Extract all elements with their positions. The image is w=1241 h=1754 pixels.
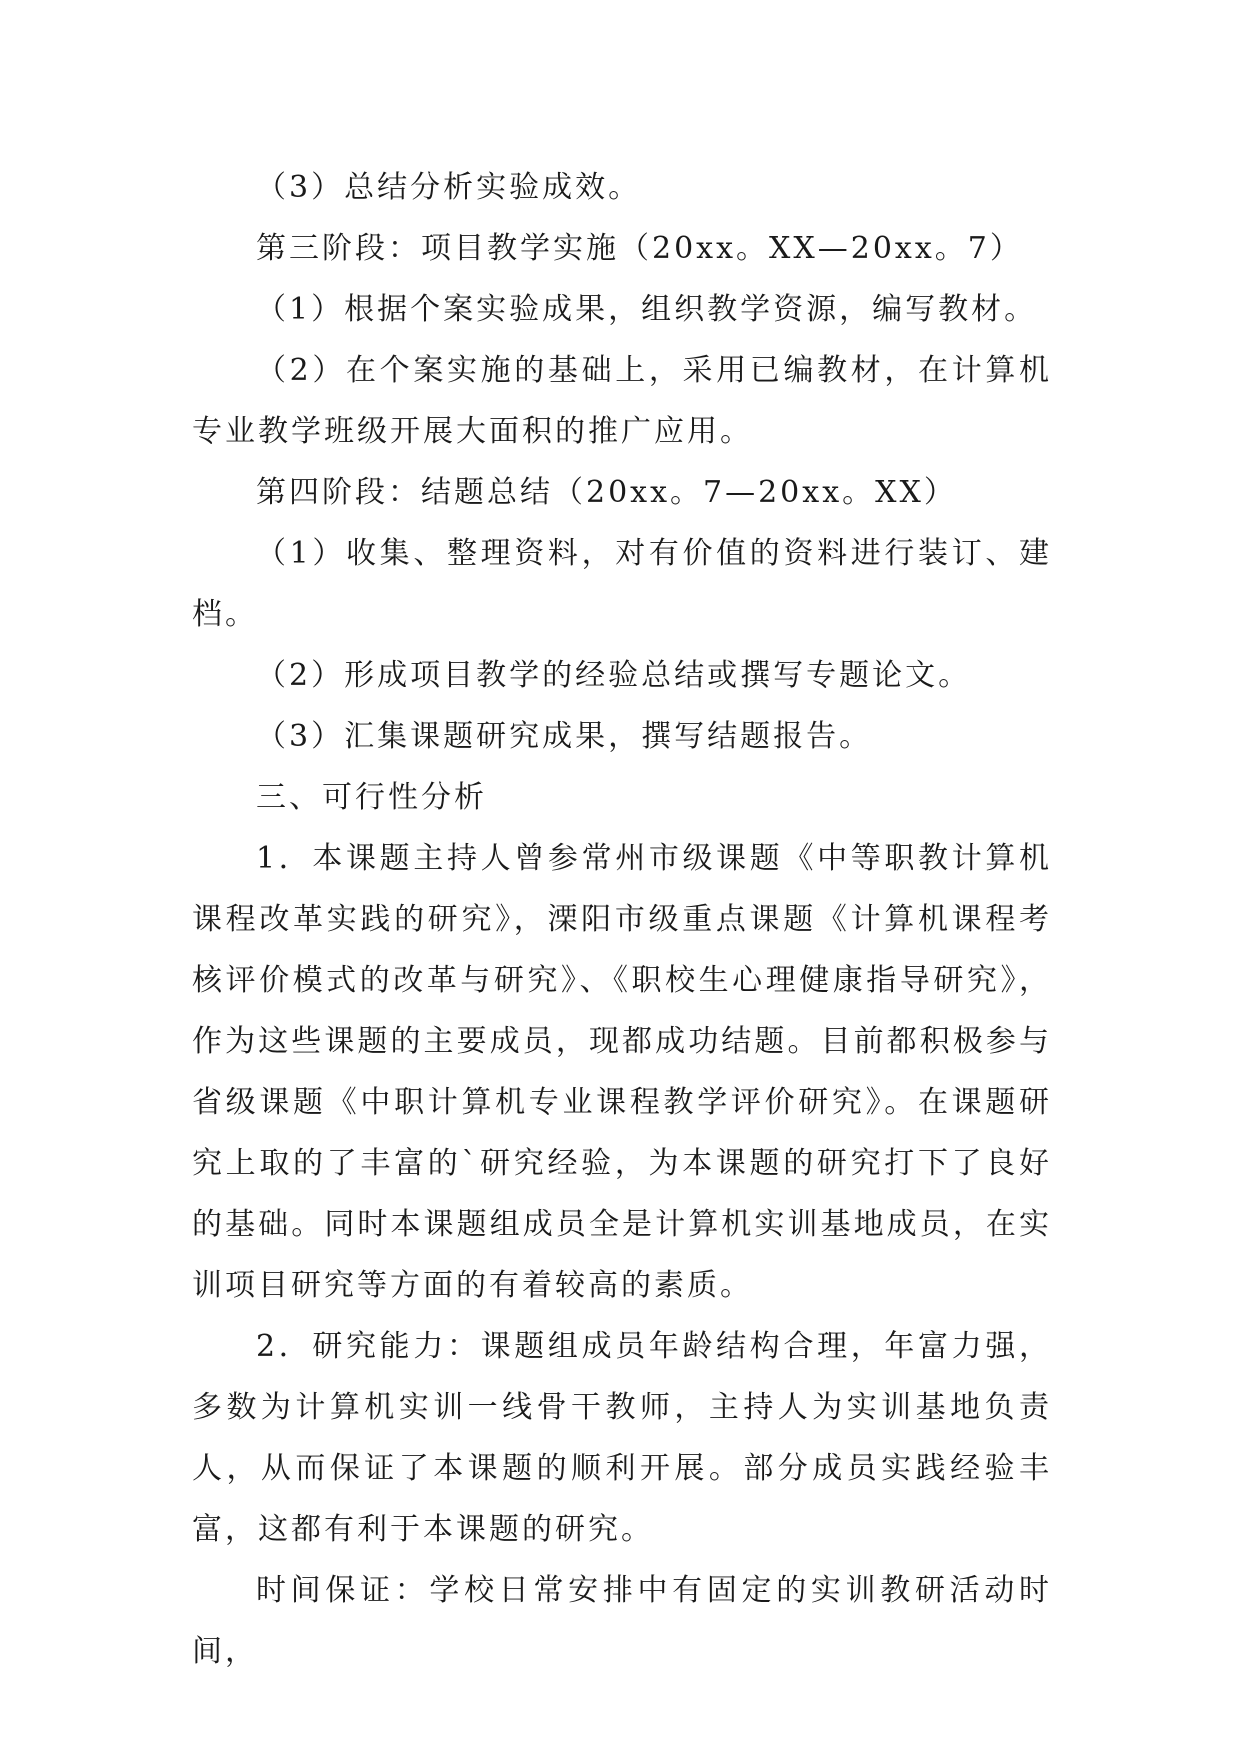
paragraph-feasibility-1: 1．本课题主持人曾参常州市级课题《中等职教计算机课程改革实践的研究》，溧阳市级重点课题《计算机课程考核评价模式的改革与研究》、《职校生心理健康指导研究》，作为这些课题的主要成员，现都成功结题。目前都积极参与省级课题《中职计算机专业课程教学评价研究》。在课题研究上取的了丰富的`研究经验，为本课题的研究打下了良好的基础。同时本课题组成员全是计算机实训基地成员，在实训项目研究等方面的有着较高的素质。 <box>192 841 1052 1303</box>
paragraph-stage-four-item-3: （3）汇集课题研究成果，撰写结题报告。 <box>256 719 873 754</box>
paragraph-stage-four-item-1: （1）收集、整理资料，对有价值的资料进行装订、建档。 <box>192 536 1052 632</box>
paragraph-time-guarantee: 时间保证：学校日常安排中有固定的实训教研活动时间， <box>192 1573 1052 1669</box>
paragraph-stage-three-item-2: （2）在个案实施的基础上，采用已编教材，在计算机专业教学班级开展大面积的推广应用。 <box>192 353 1052 449</box>
paragraph-stage-three-heading: 第三阶段：项目教学实施（20xx。XX—20xx。7） <box>256 231 1023 266</box>
paragraph-stage-four-heading: 第四阶段：结题总结（20xx。7—20xx。XX） <box>256 475 957 510</box>
paragraph-stage-three-item-1: （1）根据个案实验成果，组织教学资源，编写教材。 <box>256 292 1038 327</box>
section-heading-feasibility: 三、可行性分析 <box>256 780 487 815</box>
paragraph-stage-four-item-2: （2）形成项目教学的经验总结或撰写专题论文。 <box>256 658 972 693</box>
paragraph-summary-effects: （3）总结分析实验成效。 <box>256 170 642 205</box>
paragraph-feasibility-2: 2．研究能力：课题组成员年龄结构合理，年富力强，多数为计算机实训一线骨干教师，主持人为实训基地负责人，从而保证了本课题的顺利开展。部分成员实践经验丰富，这都有利于本课题的研究。 <box>192 1329 1052 1547</box>
document-body <box>192 157 1052 1682</box>
